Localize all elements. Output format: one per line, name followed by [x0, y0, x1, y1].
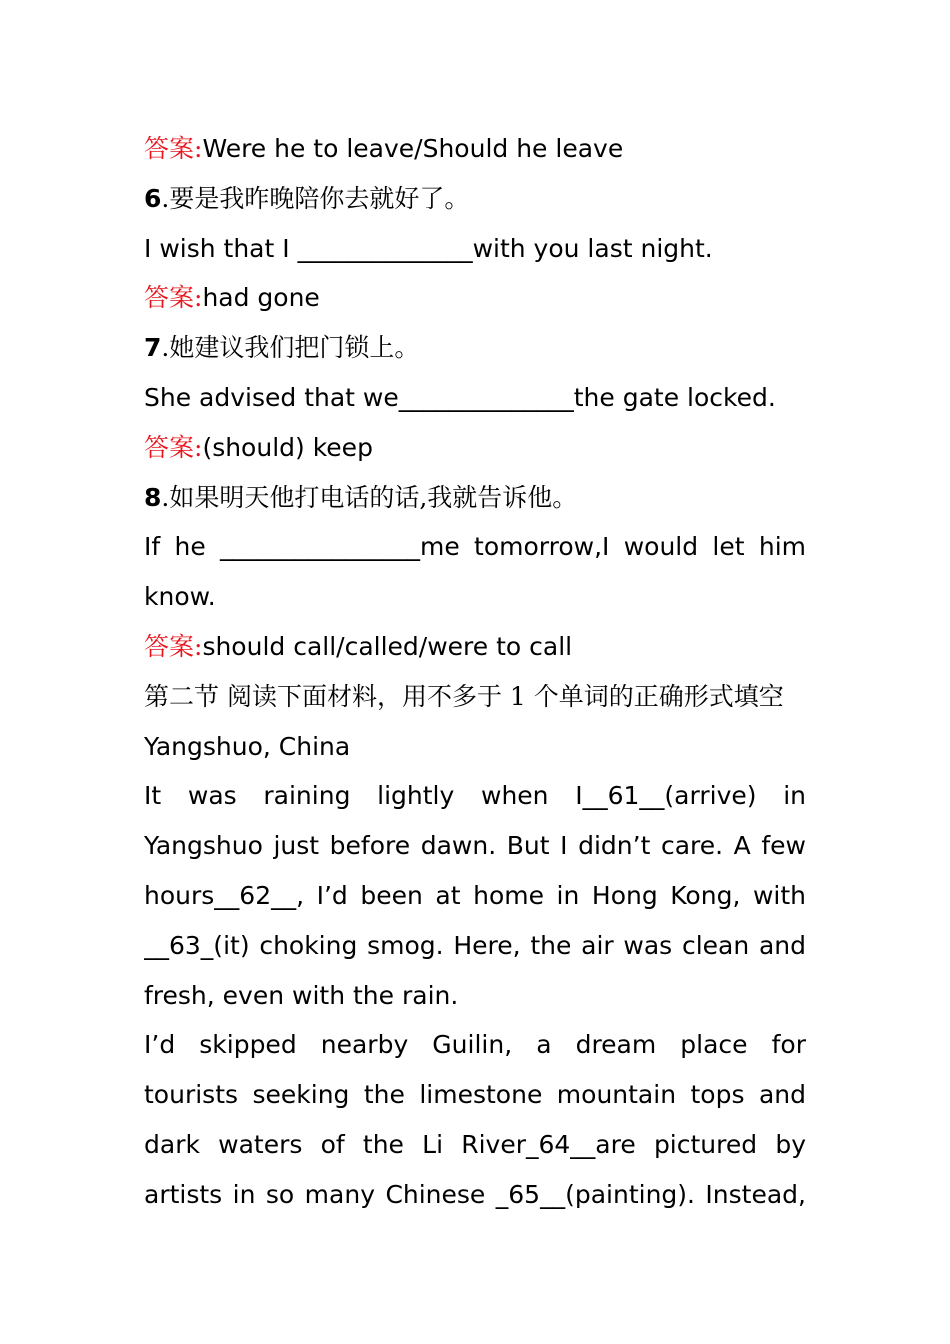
section-heading: 第二节 阅读下面材料，用不多于 1 个单词的正确形式填空 — [144, 681, 784, 711]
paragraph-1-line: hours__62__, I’d been at home in Hong Kong, with — [144, 880, 806, 910]
answer-label: 答案: — [144, 283, 203, 313]
paragraph-1-line: Yangshuo just before dawn. But I didn’t care. A few — [144, 831, 806, 861]
paragraph-1-line: It was raining lightly when I__61__(arrive) in — [144, 781, 806, 811]
answer-line-7 — [144, 423, 806, 473]
paragraph-2-line: I’d skipped nearby Guilin, a dream place for — [144, 1030, 806, 1060]
answer-label: 答案: — [144, 134, 203, 163]
paragraph-1-line: __63_(it) choking smog. Here, the air was clean and — [144, 930, 806, 960]
question-chinese-text: .要是我昨晚陪你去就好了。 — [161, 183, 470, 213]
question-number: 8 — [144, 482, 162, 512]
question-number: 7 — [144, 333, 162, 363]
question-8-chinese — [144, 473, 806, 523]
paragraph-1-line: fresh, even with the rain. — [144, 980, 459, 1010]
question-6-english: I wish that I ______________with you last night. — [144, 233, 713, 263]
question-7-chinese — [144, 323, 806, 373]
question-number: 6 — [144, 183, 162, 213]
document-body — [144, 124, 806, 1220]
answer-text: had gone — [202, 283, 320, 313]
answer-text: should call/called/were to call — [202, 631, 573, 661]
answer-line-5 — [144, 124, 806, 174]
question-chinese-text: .如果明天他打电话的话,我就告诉他。 — [161, 482, 578, 512]
question-8-english-line-1: If he ________________me tomorrow,I would let him — [144, 532, 806, 562]
answer-line-6 — [144, 273, 806, 323]
question-7-english: She advised that we______________the gate locked. — [144, 382, 776, 412]
question-6-chinese — [144, 174, 806, 224]
answer-text: Were he to leave/Should he leave — [202, 134, 624, 163]
answer-line-8 — [144, 622, 806, 672]
paragraph-2-line: dark waters of the Li River_64__are pictured by — [144, 1129, 806, 1159]
question-8-english-line-2: know. — [144, 582, 216, 612]
question-chinese-text: .她建议我们把门锁上。 — [161, 333, 420, 363]
answer-label: 答案: — [144, 631, 203, 661]
answer-text: (should) keep — [202, 432, 373, 462]
passage-title: Yangshuo, China — [144, 731, 351, 761]
paragraph-2-line: artists in so many Chinese _65__(painting). Instead, — [144, 1179, 806, 1209]
paragraph-2-line: tourists seeking the limestone mountain tops and — [144, 1080, 806, 1110]
answer-label: 答案: — [144, 432, 203, 462]
